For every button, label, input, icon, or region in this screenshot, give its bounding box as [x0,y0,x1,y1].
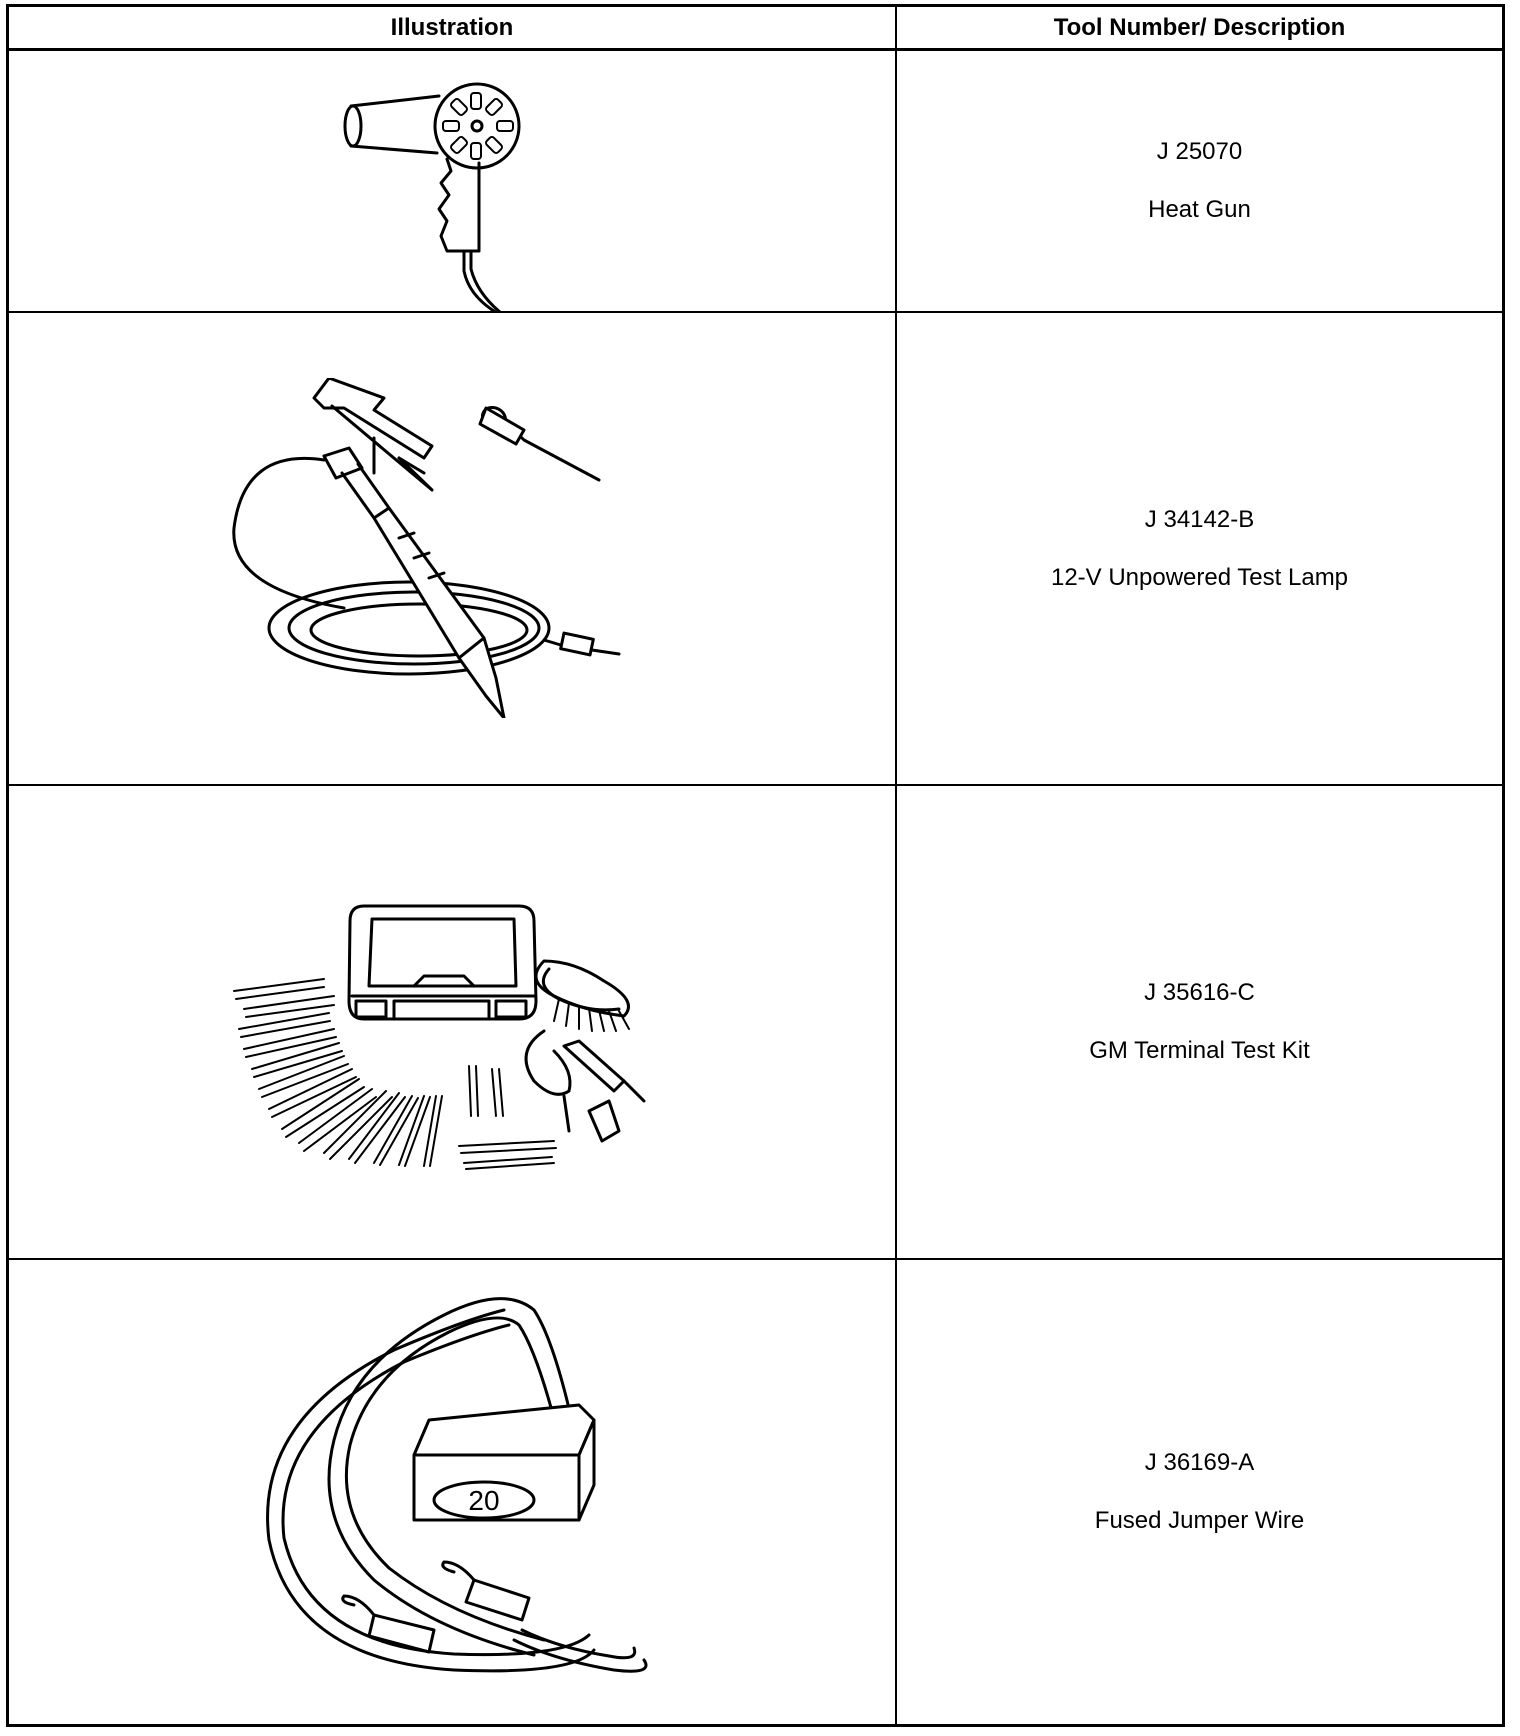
table-header-row [9,7,1502,51]
tool-description-cell [897,786,1502,1258]
table-row [9,786,1502,1260]
test-lamp-icon [224,378,694,718]
tool-description: GM Terminal Test Kit [1089,1037,1310,1064]
illustration-cell [9,1260,895,1724]
tool-description-cell [897,51,1502,311]
table-row [9,313,1502,786]
tool-number: J 34142-B [1144,505,1255,533]
tool-description: Fused Jumper Wire [1094,1507,1305,1534]
heat-gun-icon [339,71,559,311]
tool-description: Heat Gun [1148,196,1251,223]
tool-description: 12-V Unpowered Test Lamp [1050,563,1349,591]
tool-number: J 25070 [1156,138,1243,165]
special-tools-table [6,4,1505,1727]
fused-jumper-wire-icon [254,1280,684,1710]
header-tool-number-description: Tool Number/ Description [1053,14,1346,41]
illustration-cell [9,313,895,784]
fuse-rating-label: 20 [468,1485,500,1516]
tool-description-cell [897,313,1502,784]
header-illustration: Illustration [390,14,514,41]
table-row [9,51,1502,313]
table-row [9,1260,1502,1724]
tool-description-cell [897,1260,1502,1724]
tool-number: J 35616-C [1144,979,1255,1006]
tool-number: J 36169-A [1144,1449,1255,1476]
illustration-cell [9,786,895,1258]
illustration-cell [9,51,895,311]
terminal-test-kit-icon [224,901,694,1181]
